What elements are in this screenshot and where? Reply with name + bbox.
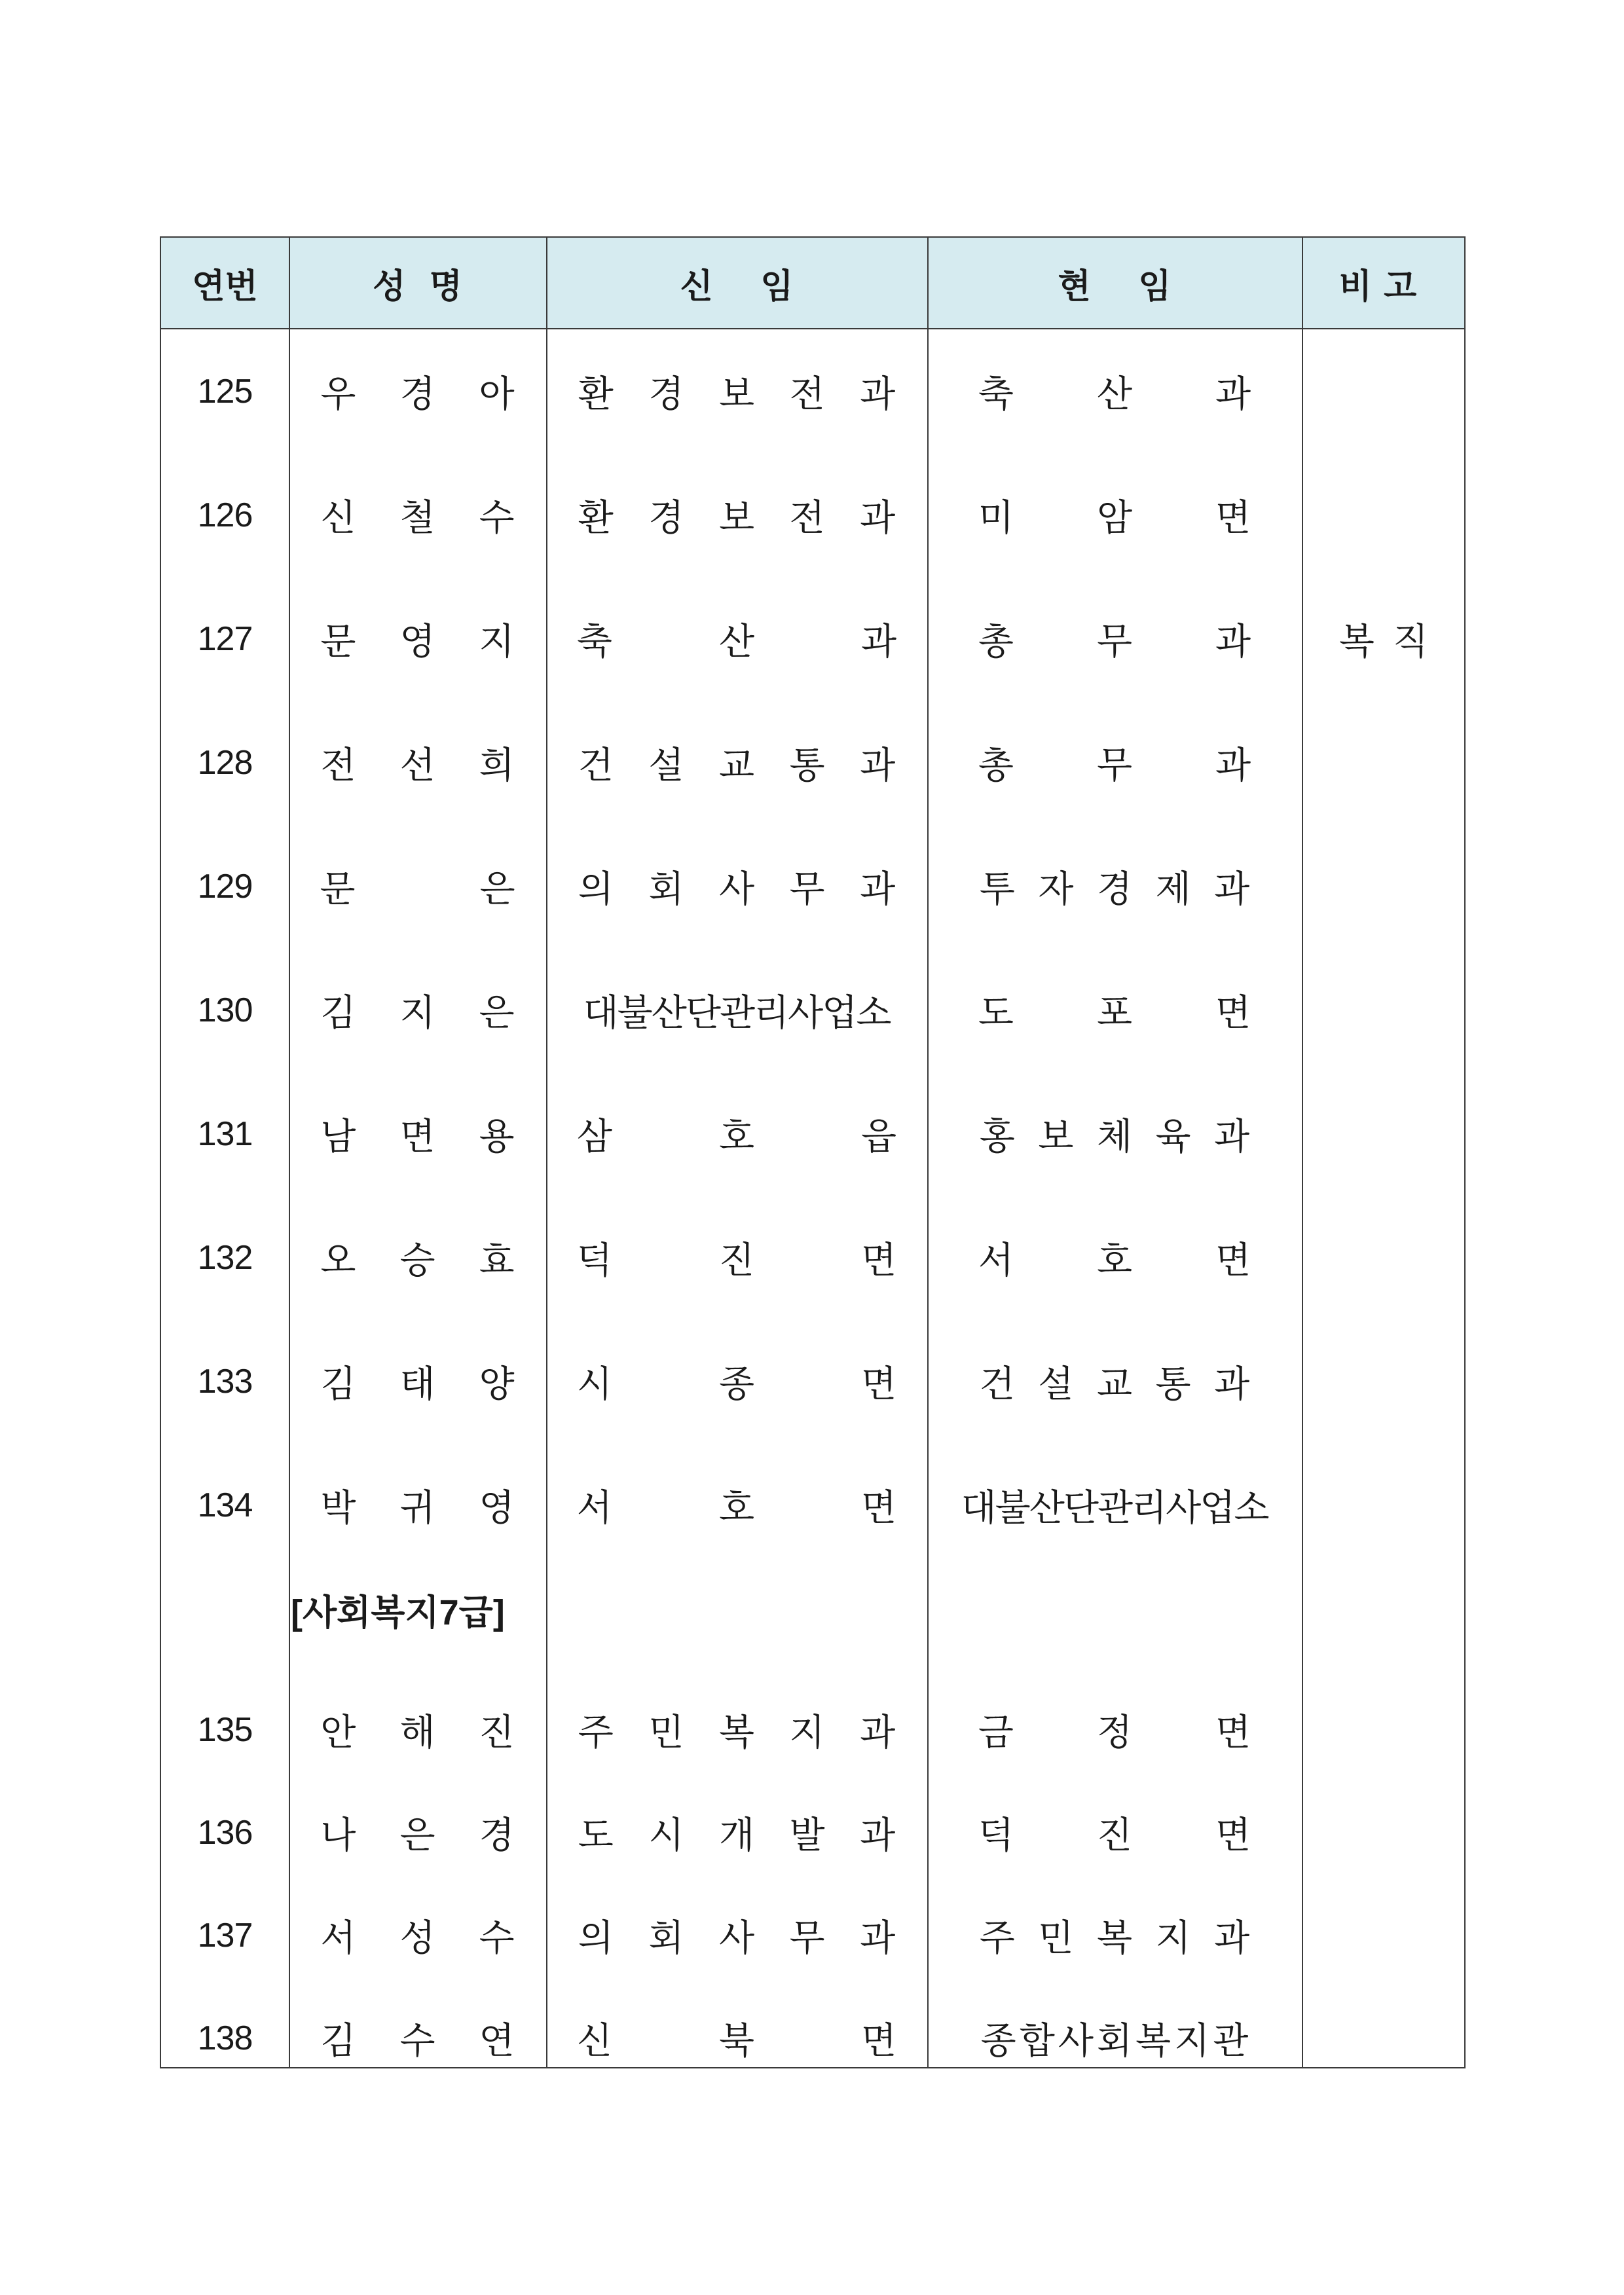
note-text: 복직: [1338, 620, 1447, 663]
header-no: 연번: [192, 266, 258, 306]
cell-note: [1302, 1443, 1466, 1567]
cell-note: [1302, 948, 1466, 1072]
cell-note: [1302, 329, 1466, 453]
cell-note: [1302, 577, 1466, 701]
cell-new-post: [546, 1196, 1004, 1319]
cell-note: [1302, 824, 1466, 948]
table-header: [161, 238, 1464, 329]
no-text: 127: [197, 619, 253, 658]
new-post-text: 시종면: [576, 1363, 1004, 1406]
table-row: [161, 1072, 1464, 1196]
name-text: 오승효: [320, 1239, 559, 1282]
table-row: [161, 1884, 1464, 1987]
cell-new-post: [546, 453, 931, 577]
cell-note: [1302, 1987, 1466, 2089]
cell-name: [289, 1987, 559, 2089]
cell-current-post: [927, 453, 1335, 577]
cell-name: [289, 1072, 559, 1196]
cell-current-post: [927, 1678, 1335, 1781]
current-post-text: 건설교통과: [979, 1363, 1273, 1406]
no-text: 137: [197, 1916, 253, 1955]
name-text: 전선희: [320, 744, 559, 787]
no-text: 128: [197, 743, 253, 782]
cell-note: [1302, 1781, 1466, 1884]
new-post-text: 삼호읍: [576, 1115, 1004, 1158]
current-post-text: 축산과: [978, 373, 1335, 416]
current-post-text: 투자경제과: [979, 868, 1273, 911]
cell-name: [289, 1319, 559, 1443]
cell-current-post: [927, 577, 1335, 701]
no-text: 131: [197, 1114, 253, 1153]
cell-no: [161, 948, 289, 1072]
cell-current-post: [927, 1443, 1302, 1567]
cell-new-post: [546, 701, 931, 824]
table-row: [161, 948, 1464, 1072]
cell-name: [289, 1196, 559, 1319]
no-text: 125: [197, 372, 253, 411]
cell-current-post: [927, 1987, 1302, 2089]
personnel-table: [160, 236, 1466, 2068]
cell-current-post: [927, 824, 1302, 948]
cell-current-post: [927, 701, 1335, 824]
cell-note: [1302, 1319, 1466, 1443]
cell-no: [161, 1678, 289, 1781]
new-post-text: 대불산단관리사업소: [583, 991, 891, 1035]
header-name: 성 명: [373, 266, 462, 306]
cell-current-post: [927, 1196, 1335, 1319]
no-text: 129: [197, 867, 253, 906]
name-text: 서성수: [320, 1917, 559, 1960]
cell-current-post: [927, 1884, 1302, 1987]
cell-name: [289, 824, 640, 948]
cell-new-post: [546, 824, 931, 948]
new-post-text: 서호면: [576, 1486, 1004, 1530]
current-post-text: 덕진면: [978, 1814, 1335, 1857]
cell-new-post: [546, 1884, 931, 1987]
table-row: [161, 701, 1464, 824]
no-text: 133: [197, 1362, 253, 1401]
cell-name: [289, 1443, 559, 1567]
name-text: 문은: [320, 868, 640, 911]
current-post-text: 총무과: [978, 620, 1335, 663]
cell-note: [1302, 1072, 1466, 1196]
new-post-text: 덕진면: [576, 1239, 1004, 1282]
table-row: [161, 329, 1464, 453]
no-text: 134: [197, 1486, 253, 1524]
current-post-text: 주민복지과: [979, 1917, 1273, 1960]
cell-note: [1302, 1884, 1466, 1987]
current-post-text: 종합사회복지관: [980, 2019, 1252, 2063]
new-post-text: 신북면: [576, 2019, 1004, 2063]
current-post-text: 금정면: [978, 1711, 1335, 1754]
table-row: [161, 1443, 1464, 1567]
table-row: [161, 1196, 1464, 1319]
cell-new-post: [546, 1072, 1004, 1196]
cell-new-post: [546, 948, 927, 1072]
table-row: [161, 1319, 1464, 1443]
cell-current-post: [927, 1072, 1302, 1196]
cell-no: [161, 1319, 289, 1443]
cell-note: [1302, 701, 1466, 824]
cell-no: [161, 577, 289, 701]
no-text: 126: [197, 496, 253, 534]
section-label: [사회복지7급]: [291, 1593, 505, 1632]
cell-new-post: [546, 1678, 931, 1781]
cell-current-post: [927, 948, 1335, 1072]
header-note: 비고: [1338, 266, 1429, 306]
table-row: [161, 1678, 1464, 1781]
name-text: 김수연: [320, 2019, 559, 2063]
name-text: 문영지: [320, 620, 559, 663]
no-text: 136: [197, 1813, 253, 1852]
cell-name: [289, 329, 559, 453]
current-post-text: 홍보체육과: [979, 1115, 1273, 1158]
cell-current-post: [927, 1319, 1302, 1443]
current-post-text: 도포면: [978, 991, 1335, 1035]
name-text: 김태양: [320, 1363, 559, 1406]
cell-new-post: [546, 1319, 1004, 1443]
cell-name: [289, 1781, 559, 1884]
cell-no: [161, 701, 289, 824]
current-post-text: 미암면: [978, 496, 1335, 540]
name-text: 신철수: [320, 496, 559, 540]
cell-no: [161, 1987, 289, 2089]
no-text: 135: [197, 1710, 253, 1749]
header-current-post: 현 임: [1058, 266, 1172, 306]
new-post-text: 건설교통과: [578, 744, 931, 787]
cell-no: [161, 1443, 289, 1567]
cell-new-post: [546, 577, 1004, 701]
name-text: 안해진: [320, 1711, 559, 1754]
cell-new-post: [546, 1987, 1004, 2089]
cell-name: [289, 1678, 559, 1781]
name-text: 나은경: [320, 1814, 559, 1857]
cell-no: [161, 329, 289, 453]
cell-no: [161, 1781, 289, 1884]
cell-note: [1302, 1196, 1466, 1319]
header-new-post: 신 임: [680, 266, 794, 306]
new-post-text: 환경보전과: [578, 373, 931, 416]
cell-new-post: [546, 1781, 931, 1884]
name-text: 우경아: [320, 373, 559, 416]
name-text: 박귀영: [320, 1486, 559, 1530]
cell-new-post: [546, 329, 931, 453]
cell-current-post: [927, 1781, 1335, 1884]
current-post-text: 서호면: [978, 1239, 1335, 1282]
cell-no: [161, 1196, 289, 1319]
cell-new-post: [546, 1443, 1004, 1567]
cell-note: [1302, 453, 1466, 577]
cell-name: [289, 1884, 559, 1987]
new-post-text: 의회사무과: [578, 1917, 931, 1960]
table-row: [161, 453, 1464, 577]
cell-no: [161, 1072, 289, 1196]
new-post-text: 축산과: [576, 620, 1004, 663]
cell-no: [161, 824, 289, 948]
no-text: 132: [197, 1238, 253, 1277]
table-row: [161, 577, 1464, 701]
current-post-text: 대불산단관리사업소: [961, 1486, 1268, 1530]
new-post-text: 의회사무과: [578, 868, 931, 911]
cell-no: [161, 1884, 289, 1987]
name-text: 김지은: [320, 991, 559, 1035]
cell-note: [1302, 1678, 1466, 1781]
cell-name: [289, 701, 559, 824]
table-row: [161, 1781, 1464, 1884]
table-row: [161, 1987, 1464, 2089]
new-post-text: 도시개발과: [578, 1814, 931, 1857]
no-text: 138: [197, 2019, 253, 2057]
new-post-text: 환경보전과: [578, 496, 931, 540]
cell-current-post: [927, 329, 1335, 453]
cell-name: [289, 948, 559, 1072]
new-post-text: 주민복지과: [578, 1711, 931, 1754]
name-text: 남면용: [320, 1115, 559, 1158]
no-text: 130: [197, 991, 253, 1029]
cell-name: [289, 453, 559, 577]
cell-no: [161, 453, 289, 577]
current-post-text: 총무과: [978, 744, 1335, 787]
cell-name: [289, 577, 559, 701]
table-row: [161, 824, 1464, 948]
